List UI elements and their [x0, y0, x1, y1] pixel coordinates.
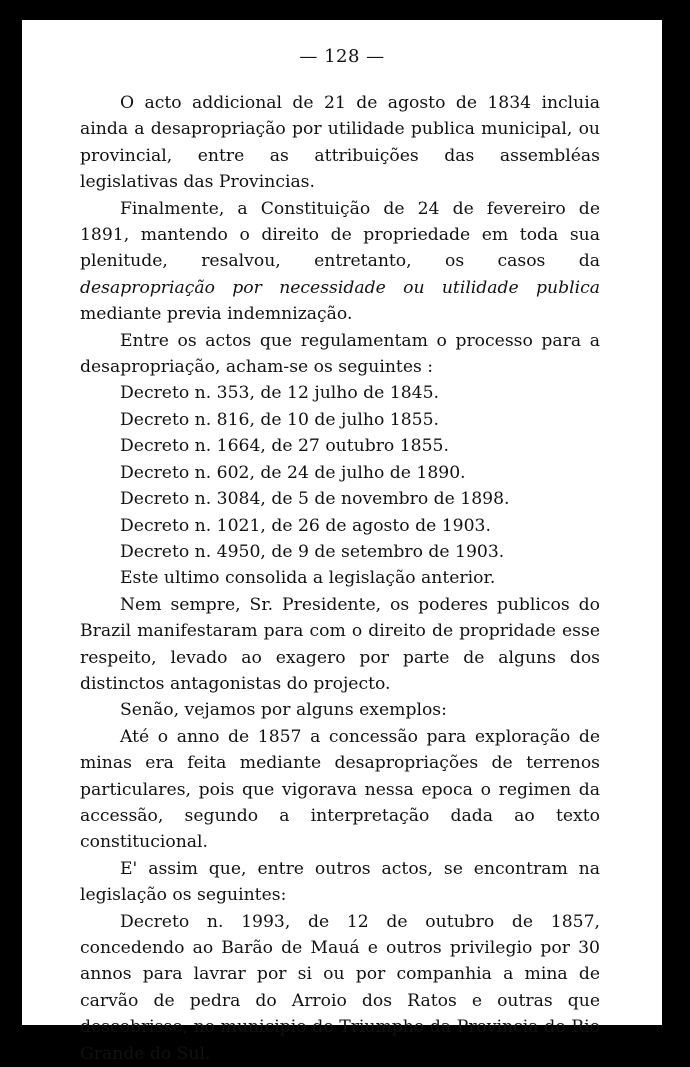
document-page — [22, 20, 662, 1064]
text-body — [80, 90, 600, 1067]
paragraph: O acto addicional de 21 de agosto de 1834 incluia ainda a desapropriação por utilidade publica municipal, ou provincial, entre as attribuições das assembléas legislativas das Provincias. — [80, 93, 600, 193]
decree-item: Decreto n. 1021, de 26 de agosto de 1903. — [120, 515, 491, 536]
paragraph — [80, 196, 600, 328]
decree-item: Decreto n. 3084, de 5 de novembro de 1898. — [120, 489, 510, 510]
italic-phrase: desapropriação por necessidade ou utilidade publica — [80, 277, 600, 298]
decree-item: Decreto n. 602, de 24 de julho de 1890. — [120, 462, 466, 483]
paragraph: Nem sempre, Sr. Presidente, os poderes publicos do Brazil manifestaram para com o direito de propridade esse respeito, levado ao exagero por parte de alguns dos distinctos antagonistas do projecto. — [80, 594, 600, 694]
paragraph-text: Finalmente, a Constituição de 24 de fevereiro de 1891, mantendo o direito de propriedade em toda sua plenitude, resalvou, entretanto, os casos da — [80, 198, 600, 272]
decree-item: Decreto n. 353, de 12 julho de 1845. — [120, 383, 440, 404]
paragraph: Este ultimo consolida a legislação anterior. — [120, 568, 496, 589]
decree-item: Decreto n. 4950, de 9 de setembro de 1903. — [120, 541, 505, 562]
paragraph: E' assim que, entre outros actos, se encontram na legislação os seguintes: — [80, 858, 600, 906]
decree-item: Decreto n. 816, de 10 de julho 1855. — [120, 409, 440, 430]
paragraph: Decreto n. 1993, de 12 de outubro de 1857, concedendo ao Barão de Mauá e outros privilegio por 30 annos para lavrar por si ou por companhia a mina de carvão de pedra do Arroio dos Ratos e outras que descobrisse, no municipio do Triumpho da Provincia do Rio Grande do Sul. — [80, 911, 600, 1064]
paragraph-text: mediante previa indemnização. — [80, 304, 353, 325]
page-number: — 128 — — [299, 46, 385, 67]
paragraph: Senão, vejamos por alguns exemplos: — [120, 700, 447, 721]
decree-item: Decreto n. 1664, de 27 outubro 1855. — [120, 436, 449, 457]
paragraph: Entre os actos que regulamentam o processo para a desapropriação, acham-se os seguintes : — [80, 330, 600, 378]
paragraph: Até o anno de 1857 a concessão para exploração de minas era feita mediante desapropriações de terrenos particulares, pois que vigorava nessa epoca o regimen da accessão, segundo a interpretação dada ao texto constitucional. — [80, 726, 600, 853]
